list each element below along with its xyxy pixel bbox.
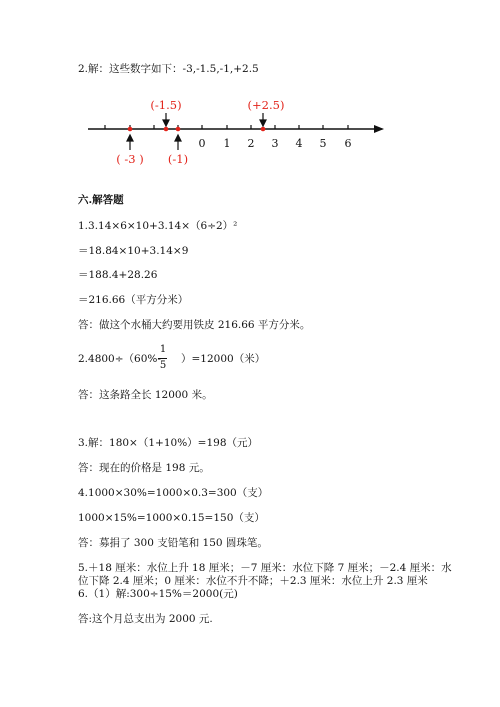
tick-label-6: 6 xyxy=(344,137,352,150)
q1-line-3: ＝188.4+28.26 xyxy=(78,269,158,281)
q1-answer: 答：做这个水桶大约要用铁皮 216.66 平方分米。 xyxy=(78,319,311,331)
q2-fraction-numerator: 1 xyxy=(159,344,167,355)
number-line-arrowhead xyxy=(374,125,384,133)
callout-plus-2-5: (+2.5) xyxy=(247,98,285,112)
q2-prefix: 2.4800÷（60%- xyxy=(78,353,161,365)
point-minus-3 xyxy=(128,127,133,132)
tick-label-3: 3 xyxy=(271,137,279,150)
section-6-title: 六.解答题 xyxy=(78,194,124,206)
solution-2-text: 2.解：这些数字如下：-3,-1.5,-1,+2.5 xyxy=(78,63,259,75)
arrow-down-minus-1-5 xyxy=(163,120,169,126)
q1-line-4: ＝216.66（平方分米） xyxy=(78,294,189,306)
q5-line-2: 位下降 2.4 厘米；0 厘米：水位不升不降；＋2.3 厘米：水位上升 2.3 厘米 xyxy=(78,575,428,587)
point-minus-1 xyxy=(176,127,181,132)
callout-minus-1-5: (-1.5) xyxy=(150,98,182,112)
q1-line-1: 1.3.14×6×10+3.14×（6÷2）² xyxy=(78,220,238,232)
q4-line-1: 4.1000×30%=1000×0.3=300（支） xyxy=(78,487,269,499)
tick-label-2: 2 xyxy=(247,137,255,150)
q4-line-2: 1000×15%=1000×0.15=150（支） xyxy=(78,512,265,524)
arrow-up-minus-1 xyxy=(175,135,181,141)
q1-line-2: ＝18.84×10+3.14×9 xyxy=(78,245,189,257)
q3-line-1: 3.解：180×（1+10%）=198（元） xyxy=(78,437,259,449)
point-minus-1-5 xyxy=(164,127,169,132)
number-line-figure xyxy=(0,0,500,180)
q5-line-1: 5.＋18 厘米：水位上升 18 厘米；－7 厘米：水位下降 7 厘米；－2.4 厘米：水 xyxy=(78,562,452,574)
callout-minus-3: ( -3 ) xyxy=(116,152,144,166)
q3-answer: 答：现在的价格是 198 元。 xyxy=(78,462,210,474)
q2-fraction-bar xyxy=(158,358,167,359)
arrow-up-minus-3 xyxy=(127,135,133,141)
callout-minus-1: (-1) xyxy=(167,152,189,166)
point-plus-2-5 xyxy=(261,127,266,132)
q2-answer: 答：这条路全长 12000 米。 xyxy=(78,389,213,401)
q6-line-1: 6.（1）解:300÷15%＝2000(元) xyxy=(78,588,238,600)
q6-answer: 答:这个月总支出为 2000 元. xyxy=(78,613,213,625)
q4-answer: 答：募捐了 300 支铅笔和 150 圆珠笔。 xyxy=(78,537,268,549)
tick-label-1: 1 xyxy=(223,137,231,150)
tick-label-5: 5 xyxy=(319,137,327,150)
arrow-down-plus-2-5 xyxy=(260,120,266,126)
q2-fraction-denominator: 5 xyxy=(159,360,167,371)
tick-label-4: 4 xyxy=(295,137,303,150)
tick-label-0: 0 xyxy=(198,137,206,150)
q2-suffix: ）=12000（米） xyxy=(181,353,266,365)
